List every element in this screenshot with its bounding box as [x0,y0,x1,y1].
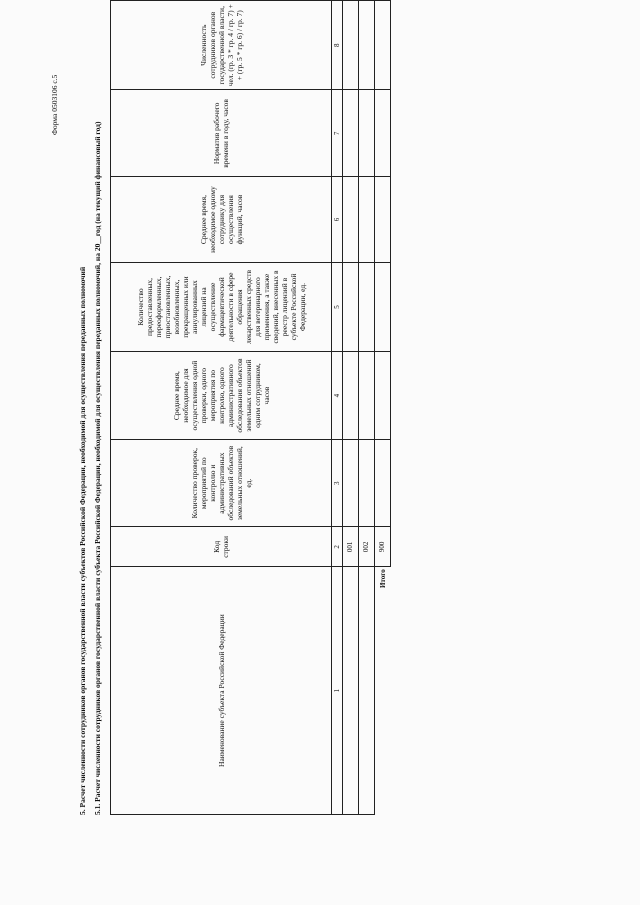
cell-code: 001 [343,527,359,567]
column-number: 5 [332,262,343,352]
cell-empty [359,1,375,90]
column-number-row [332,1,343,815]
column-number: 1 [332,567,343,815]
cell-empty [359,90,375,177]
cell-empty [375,352,391,440]
cell-empty [359,177,375,262]
header-inspection-time: Среднее время, необходимое для осуществления одной проверки, одного мероприятия по контролю, одного административного обследования объектов земельных отношений одним сотрудником, часов [111,352,332,440]
cell-empty [375,1,391,90]
calculation-table [110,0,391,815]
cell-empty [343,439,359,527]
form-code: Форма 0503106 с.5 [50,74,59,135]
column-number: 2 [332,527,343,567]
cell-empty [359,439,375,527]
column-number: 3 [332,439,343,527]
subsection-heading: 5.1. Расчет численности сотрудников органов государственной власти субъекта Российской Федерации, необходимой для осуществления переданных полномочий, на 20__год (на текущий финансовый год) [93,121,102,815]
section-heading: 5. Расчет численности сотрудников органов государственной власти субъектов Российской Федерации, необходимой для осуществления переданных полномочий [78,266,87,815]
header-inspections-count: Количество проверок, мероприятий по контролю и административных обследований объектов земельных отношений, ед. [111,439,332,527]
table-row [359,1,375,815]
header-licenses-count: Количество предоставленных, переоформленных, приостановленных, возобновленных, прекращенных или аннулированных лицензий на осуществление фармацевтической деятельности в сфере обращения лекарственных средств для ветеринарного применения, а также сведений, внесенных в реестр лицензий в субъекте Российской Федерации, ед. [111,262,332,352]
header-row-code: Код строки [111,527,332,567]
total-label: Итого [378,569,387,589]
cell-empty [343,352,359,440]
cell-region [343,567,359,815]
cell-empty [343,1,359,90]
cell-empty [375,439,391,527]
cell-empty [359,262,375,352]
total-row [375,1,391,815]
column-number: 4 [332,352,343,440]
header-function-time: Среднее время, необходимое одному сотруднику для осуществления функций, часов [111,177,332,262]
total-code: 900 [375,527,391,567]
cell-code: 002 [359,527,375,567]
column-number: 8 [332,1,343,90]
table-row [343,1,359,815]
header-working-hours: Норматив рабочего времени в году, часов [111,90,332,177]
cell-empty [343,90,359,177]
cell-empty [343,262,359,352]
cell-empty [359,352,375,440]
header-staff-count: Численность сотрудников органов государственной власти, чел. (гр. 3 * гр. 4 / гр. 7) + + (гр. 5 * гр. 6) / гр. 7) [111,1,332,90]
header-row [111,1,332,815]
cell-empty [375,90,391,177]
cell-empty [343,177,359,262]
cell-empty [375,262,391,352]
cell-empty [375,177,391,262]
cell-region [359,567,375,815]
header-region-name: Наименование субъекта Российской Федерации [111,567,332,815]
column-number: 7 [332,90,343,177]
column-number: 6 [332,177,343,262]
